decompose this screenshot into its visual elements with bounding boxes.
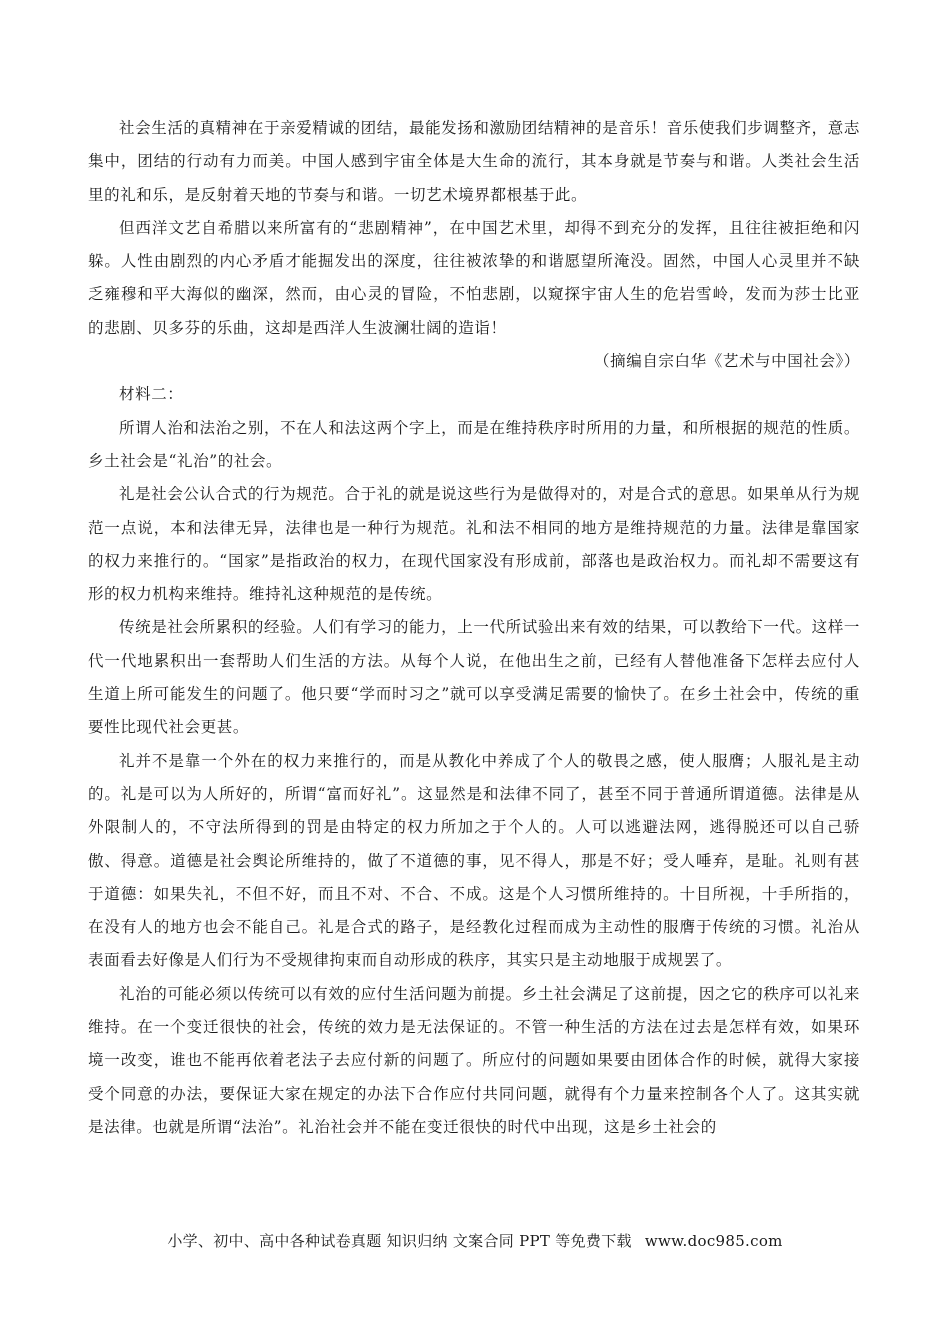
- paragraph: 礼治的可能必须以传统可以有效的应付生活问题为前提。乡土社会满足了这前提，因之它的秩序可以礼来维持。在一个变迁很快的社会，传统的效力是无法保证的。不管一种生活的方法在过去是怎样有效，如果环境一改变，谁也不能再依着老法子去应付新的问题了。所应付的问题如果要由团体合作的时候，就得大家接受个同意的办法，要保证大家在规定的办法下合作应付共同问题，就得有个力量来控制各个人了。这其实就是法律。也就是所谓“法治”。礼治社会并不能在变迁很快的时代中出现，这是乡土社会的: [88, 984, 860, 1136]
- paragraph: 所谓人治和法治之别，不在人和法这两个字上，而是在维持秩序时所用的力量，和所根据的规范的性质。乡土社会是“礼治”的社会。: [88, 418, 860, 470]
- document-body: [88, 112, 860, 1144]
- paragraph: 礼是社会公认合式的行为规范。合于礼的就是说这些行为是做得对的，对是合式的意思。如果单从行为规范一点说，本和法律无异，法律也是一种行为规范。礼和法不相同的地方是维持规范的力量。法律是靠国家的权力来推行的。“国家”是指政治的权力，在现代国家没有形成前，部落也是政治权力。而礼却不需要这有形的权力机构来维持。维持礼这种规范的是传统。: [88, 485, 860, 604]
- paragraph: 但西洋文艺自希腊以来所富有的“悲剧精神”，在中国艺术里，却得不到充分的发挥，且往往被拒绝和闪躲。人性由剧烈的内心矛盾才能掘发出的深度，往往被浓挚的和谐愿望所淹没。固然，中国人心灵里并不缺乏雍穆和平大海似的幽深，然而，由心灵的冒险，不怕悲剧，以窥探宇宙人生的危岩雪岭，发而为莎士比亚的悲剧、贝多芬的乐曲，这却是西洋人生波澜壮阔的造诣！: [88, 218, 860, 337]
- footer-link[interactable]: www.doc985.com: [644, 1232, 783, 1250]
- page-footer: [0, 1230, 950, 1251]
- paragraph: 礼并不是靠一个外在的权力来推行的，而是从教化中养成了个人的敬畏之感，使人服膺；人服礼是主动的。礼是可以为人所好的，所谓“富而好礼”。这显然是和法律不同了，甚至不同于普通所谓道德。法律是从外限制人的，不守法所得到的罚是由特定的权力所加之于个人的。人可以逃避法网，逃得脱还可以自己骄傲、得意。道德是社会舆论所维持的，做了不道德的事，见不得人，那是不好；受人唾弃，是耻。礼则有甚于道德：如果失礼，不但不好，而且不对、不合、不成。这是个人习惯所维持的。十目所视，十手所指的，在没有人的地方也会不能自己。礼是合式的路子，是经教化过程而成为主动性的服膺于传统的习惯。礼治从表面看去好像是人们行为不受规律拘束而自动形成的秩序，其实只是主动地服于成规罢了。: [88, 751, 860, 970]
- footer-text: 小学、初中、高中各种试卷真题 知识归纳 文案合同 PPT 等免费下载: [167, 1232, 632, 1250]
- paragraph: 社会生活的真精神在于亲爱精诚的团结，最能发扬和激励团结精神的是音乐！音乐使我们步调整齐，意志集中，团结的行动有力而美。中国人感到宇宙全体是大生命的流行，其本身就是节奏与和谐。人类社会生活里的礼和乐，是反射着天地的节奏与和谐。一切艺术境界都根基于此。: [88, 119, 860, 204]
- source-citation: （摘编自宗白华《艺术与中国社会》）: [594, 352, 860, 371]
- paragraph: 传统是社会所累积的经验。人们有学习的能力，上一代所试验出来有效的结果，可以教给下一代。这样一代一代地累积出一套帮助人们生活的方法。从每个人说，在他出生之前，已经有人替他准备下怎样去应付人生道上所可能发生的问题了。他只要“学而时习之”就可以享受满足需要的愉快了。在乡土社会中，传统的重要性比现代社会更甚。: [88, 618, 860, 737]
- material-label: 材料二：: [119, 385, 184, 404]
